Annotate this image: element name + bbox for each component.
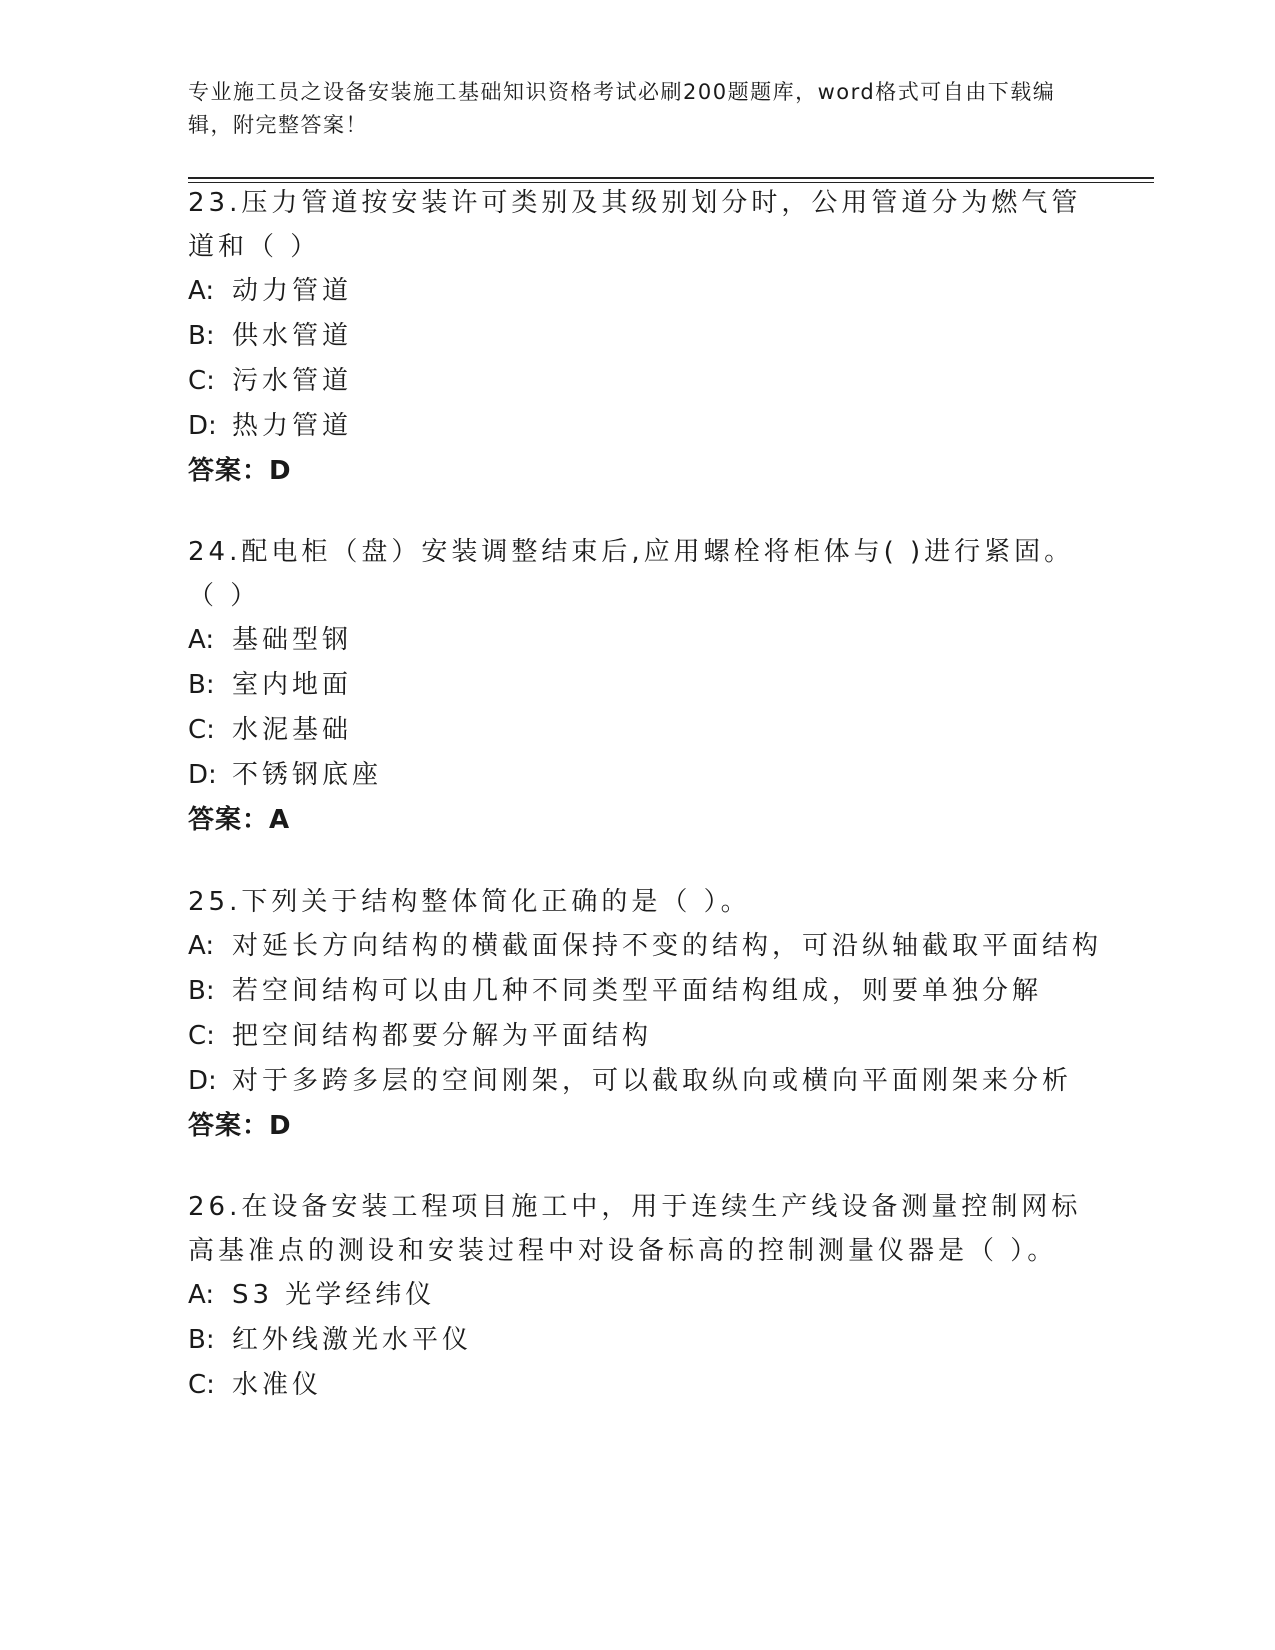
option-text: 水泥基础 (232, 715, 353, 745)
option-key: C: (188, 1021, 215, 1051)
question-stem: 26.在设备安装工程项目施工中，用于连续生产线设备测量控制网标高基准点的测设和安装过程中对设备标高的控制测量仪器是（ ）。 (188, 1192, 1082, 1266)
option-a (188, 618, 1088, 663)
option-text: 动力管道 (232, 276, 353, 306)
answer-label: 答案： (188, 805, 270, 835)
option-text: 室内地面 (232, 670, 353, 700)
option-b (188, 663, 1088, 708)
answer-line (188, 1104, 1088, 1149)
option-c (188, 708, 1088, 753)
option-text: 热力管道 (232, 411, 353, 441)
option-key: B: (188, 670, 215, 700)
answer-value: D (269, 1111, 292, 1141)
option-key: A: (188, 1280, 215, 1310)
answer-value: D (269, 456, 292, 486)
document-title: 专业施工员之设备安装施工基础知识资格考试必刷200题题库，word格式可自由下载编辑，附完整答案！ (188, 80, 1056, 137)
option-key: D: (188, 411, 217, 441)
option-key: B: (188, 1325, 215, 1355)
option-d (188, 404, 1088, 449)
option-text: 不锈钢底座 (232, 760, 383, 790)
option-key: D: (188, 760, 217, 790)
option-key: C: (188, 366, 215, 396)
option-text: 把空间结构都要分解为平面结构 (232, 1021, 653, 1051)
question-24 (188, 530, 1088, 843)
header-divider (188, 177, 1154, 179)
option-text: 基础型钢 (232, 625, 353, 655)
option-a (188, 269, 1088, 314)
question-stem: 25.下列关于结构整体简化正确的是（ ）。 (188, 887, 751, 917)
option-text: 供水管道 (232, 321, 353, 351)
option-d (188, 753, 1088, 798)
answer-value: A (269, 805, 291, 835)
option-text: 污水管道 (232, 366, 353, 396)
option-b (188, 969, 1088, 1014)
answer-label: 答案： (188, 456, 270, 486)
option-c (188, 1363, 1088, 1408)
option-text: S3 光学经纬仪 (232, 1280, 436, 1310)
option-key: C: (188, 1370, 215, 1400)
answer-label: 答案： (188, 1111, 270, 1141)
answer-line (188, 449, 1088, 494)
option-key: A: (188, 931, 215, 961)
answer-line (188, 798, 1088, 843)
option-key: D: (188, 1066, 217, 1096)
option-text: 红外线激光水平仪 (232, 1325, 473, 1355)
option-b (188, 314, 1088, 359)
question-stem: 23.压力管道按安装许可类别及其级别划分时，公用管道分为燃气管道和（ ） (188, 188, 1082, 262)
option-d (188, 1059, 1088, 1104)
option-a (188, 924, 1103, 969)
option-b (188, 1318, 1088, 1363)
option-c (188, 1014, 1088, 1059)
option-key: B: (188, 321, 215, 351)
question-stem: 24.配电柜（盘）安装调整结束后,应用螺栓将柜体与( )进行紧固。（ ） (188, 537, 1075, 611)
option-c (188, 359, 1088, 404)
question-26 (188, 1185, 1088, 1408)
option-text: 水准仪 (232, 1370, 323, 1400)
option-text: 对于多跨多层的空间刚架，可以截取纵向或横向平面刚架来分析 (232, 1066, 1073, 1096)
option-key: A: (188, 625, 215, 655)
option-text: 若空间结构可以由几种不同类型平面结构组成，则要单独分解 (232, 976, 1043, 1006)
option-key: A: (188, 276, 215, 306)
question-25 (188, 880, 1103, 1149)
question-23 (188, 181, 1088, 494)
option-key: B: (188, 976, 215, 1006)
option-a (188, 1273, 1088, 1318)
option-key: C: (188, 715, 215, 745)
option-text: 对延长方向结构的横截面保持不变的结构，可沿纵轴截取平面结构 (232, 931, 1103, 961)
